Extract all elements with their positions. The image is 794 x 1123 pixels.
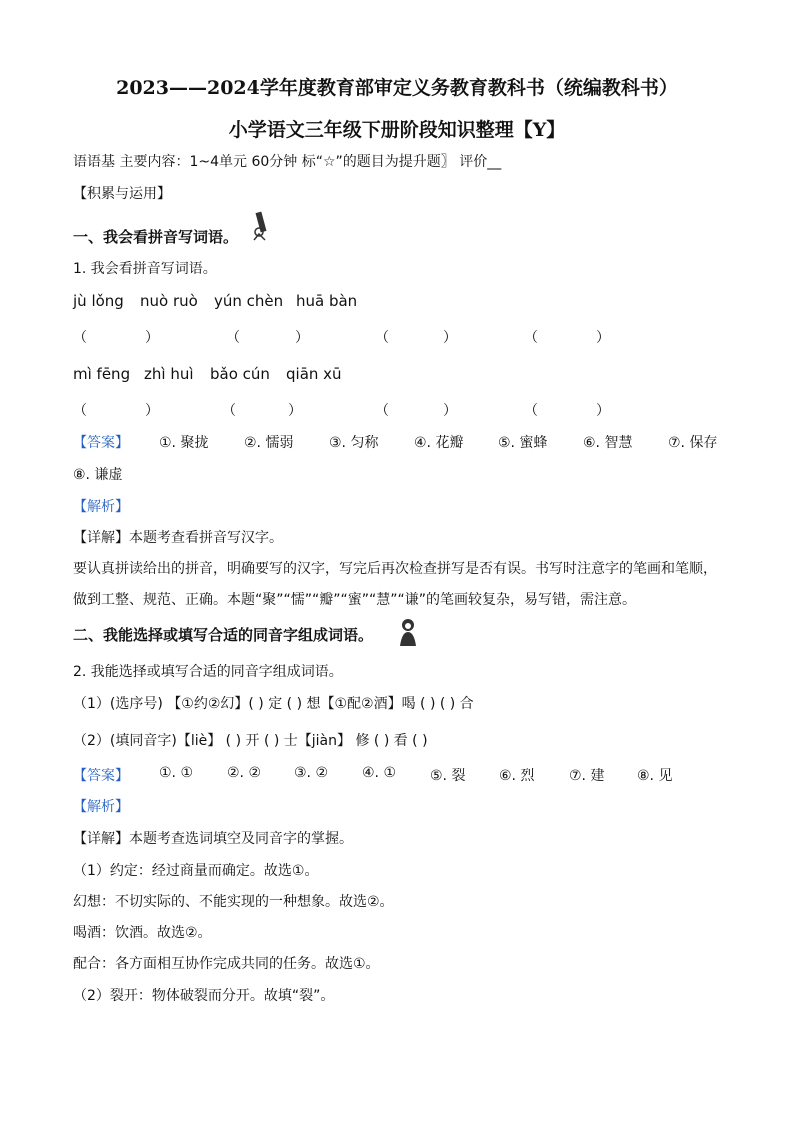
q2-detail: 【详解】本题考查选词填空及同音字的掌握。 (73, 831, 353, 847)
q2-answer-3: ③. ② (294, 765, 329, 781)
pinyin-7: bǎo cún (210, 365, 270, 383)
q2-explain-3: 喝酒：饮酒。故选②。 (73, 925, 212, 941)
q1-prompt: 1. 我会看拼音写词语。 (73, 261, 217, 277)
q1-answer-4: ④. 花瓣 (414, 435, 464, 451)
blank-open-3: （ (375, 330, 389, 346)
q2-answer-5: ⑤. 裂 (430, 768, 466, 784)
blank-close-2: ） (295, 330, 309, 346)
q2-answer-8: ⑧. 见 (637, 768, 673, 784)
q1-answer-7: ⑦. 保存 (668, 435, 718, 451)
blank-close-1: ） (145, 330, 159, 346)
q1-para-1: 要认真拼读给出的拼音，明确要写的汉字，写完后再次检查拼写是否有误。书写时注意字的笔画和笔顺， (73, 561, 717, 577)
q1-answer-2: ②. 懦弱 (244, 435, 294, 451)
q1-answer-6: ⑥. 智慧 (583, 435, 633, 451)
blank-close-8: ） (596, 403, 610, 419)
q1-detail: 【详解】本题考查看拼音写汉字。 (73, 530, 283, 546)
q1-answer-8: ⑧. 谦虚 (73, 467, 123, 483)
q1-answer-label: 【答案】 (73, 435, 129, 451)
section-tag: 【积累与运用】 (73, 186, 171, 202)
document-subtitle: 小学语文三年级下册阶段知识整理【Y】 (228, 119, 566, 141)
pinyin-5: mì fēng (73, 365, 131, 383)
q1-heading: 一、我会看拼音写词语。 (73, 228, 239, 246)
pinyin-1: jù lǒng (73, 292, 124, 310)
q2-analysis-label: 【解析】 (73, 799, 129, 815)
blank-open-6: （ (222, 403, 236, 419)
q2-explain-1: （1）约定：经过商量而确定。故选①。 (73, 863, 319, 879)
girl-icon (396, 616, 420, 646)
pinyin-2: nuò ruò (140, 292, 198, 310)
blank-open-2: （ (226, 330, 240, 346)
q2-answer-7: ⑦. 建 (569, 768, 605, 784)
q2-heading: 二、我能选择或填写合适的同音字组成词语。 (73, 626, 374, 644)
pinyin-3: yún chèn (214, 292, 284, 310)
blank-open-1: （ (73, 330, 87, 346)
blank-open-7: （ (375, 403, 389, 419)
pinyin-6: zhì huì (144, 365, 194, 383)
pencil-boy-icon (250, 210, 272, 242)
q1-answer-5: ⑤. 蜜蜂 (498, 435, 548, 451)
blank-close-7: ） (443, 403, 457, 419)
q2-line-2: （2）(填同音字)【liè】 ( ) 开 ( ) 士【jiàn】 修 ( ) 看 ( ) (73, 733, 428, 749)
blank-close-5: ） (145, 403, 159, 419)
pinyin-4: huā bàn (296, 292, 358, 310)
blank-open-4: （ (524, 330, 538, 346)
blank-close-6: ） (288, 403, 302, 419)
q1-answer-1: ①. 聚拢 (159, 435, 209, 451)
q2-explain-2: 幻想：不切实际的、不能实现的一种想象。故选②。 (73, 894, 394, 910)
q2-answer-6: ⑥. 烈 (499, 768, 535, 784)
q1-answer-3: ③. 匀称 (329, 435, 379, 451)
q2-answer-1: ①. ① (159, 765, 194, 781)
q2-answer-label: 【答案】 (73, 768, 129, 784)
info-line: 语语基 主要内容：1~4单元 60分钟 标“☆”的题目为提升题〗 评价__ (73, 154, 502, 170)
q1-para-2: 做到工整、规范、正确。本题“聚”“懦”“瓣”“蜜”“慧”“谦”的笔画较复杂，易写错，需注意。 (73, 592, 637, 608)
q1-analysis-label: 【解析】 (73, 499, 129, 515)
q2-explain-4: 配合：各方面相互协作完成共同的任务。故选①。 (73, 956, 380, 972)
document-title: 2023——2024学年度教育部审定义务教育教科书（统编教科书） (116, 77, 678, 99)
blank-open-8: （ (524, 403, 538, 419)
blank-close-4: ） (596, 330, 610, 346)
q2-line-1: （1）(选序号) 【①约②幻】( ) 定 ( ) 想【①配②酒】喝 ( ) ( ) 合 (73, 696, 474, 712)
pinyin-8: qiān xū (286, 365, 342, 383)
q2-answer-2: ②. ② (227, 765, 262, 781)
q2-explain-5: （2）裂开：物体破裂而分开。故填“裂”。 (73, 988, 335, 1004)
blank-close-3: ） (443, 330, 457, 346)
blank-open-5: （ (73, 403, 87, 419)
q2-answer-4: ④. ① (362, 765, 397, 781)
q2-prompt: 2. 我能选择或填写合适的同音字组成词语。 (73, 664, 343, 680)
